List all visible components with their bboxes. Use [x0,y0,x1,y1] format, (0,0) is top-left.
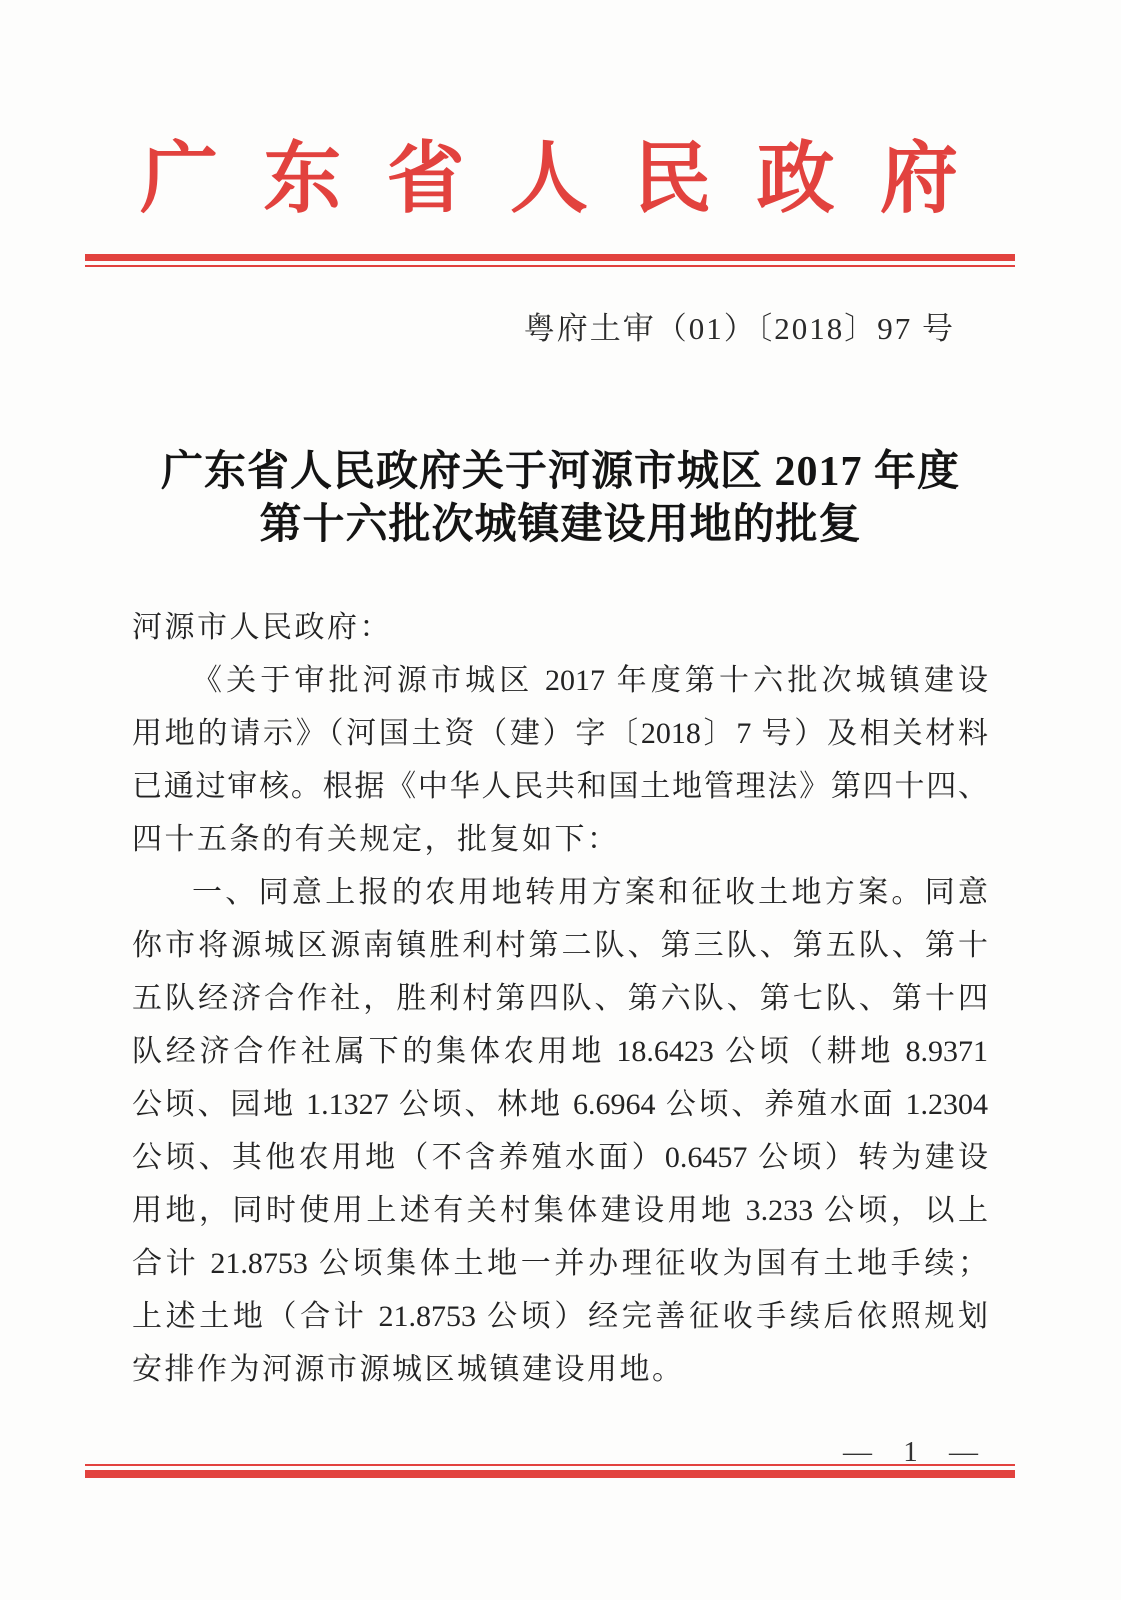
body-line: 队经济合作社属下的集体农用地 18.6423 公顷（耕地 8.9371 [132,1035,988,1068]
body-line: 上述土地（合计 21.8753 公顷）经完善征收手续后依照规划 [132,1300,988,1333]
document-body [132,601,988,1396]
body-line: 用地的请示》（河国土资（建）字〔2018〕7 号）及相关材料 [132,717,988,750]
document-title-line-2: 第十六批次城镇建设用地的批复 [259,502,862,548]
body-line: 一、同意上报的农用地转用方案和征收土地方案。同意 [192,876,988,909]
body-line: 已通过审核。根据《中华人民共和国土地管理法》第四十四、 [132,770,988,803]
body-line: 合计 21.8753 公顷集体土地一并办理征收为国有土地手续； [132,1247,988,1280]
body-line: 你市将源城区源南镇胜利村第二队、第三队、第五队、第十 [132,929,988,962]
body-line: 《关于审批河源市城区 2017 年度第十六批次城镇建设 [192,664,988,697]
letterhead-org-name: 广 东 省 人 民 政 府 [140,135,958,222]
body-line: 五队经济合作社，胜利村第四队、第六队、第七队、第十四 [132,982,988,1015]
document-number: 粤府土审（01）〔2018〕97 号 [523,311,955,346]
page-number: — 1 — [843,1436,990,1468]
salutation: 河源市人民政府： [132,611,392,644]
footer-divider-thick [85,1470,1015,1478]
document-title [0,446,1121,552]
document-title-line-1: 广东省人民政府关于河源市城区 2017 年度 [160,449,960,495]
body-line: 用地，同时使用上述有关村集体建设用地 3.233 公顷，以上 [132,1194,988,1227]
letterhead-divider-thin [85,265,1015,267]
body-line: 公顷、园地 1.1327 公顷、林地 6.6964 公顷、养殖水面 1.2304 [132,1088,988,1121]
body-line: 公顷、其他农用地（不含养殖水面）0.6457 公顷）转为建设 [132,1141,988,1174]
body-line: 四十五条的有关规定，批复如下： [132,823,620,856]
letterhead-divider-thick [85,254,1015,261]
body-line: 安排作为河源市源城区城镇建设用地。 [132,1353,685,1386]
